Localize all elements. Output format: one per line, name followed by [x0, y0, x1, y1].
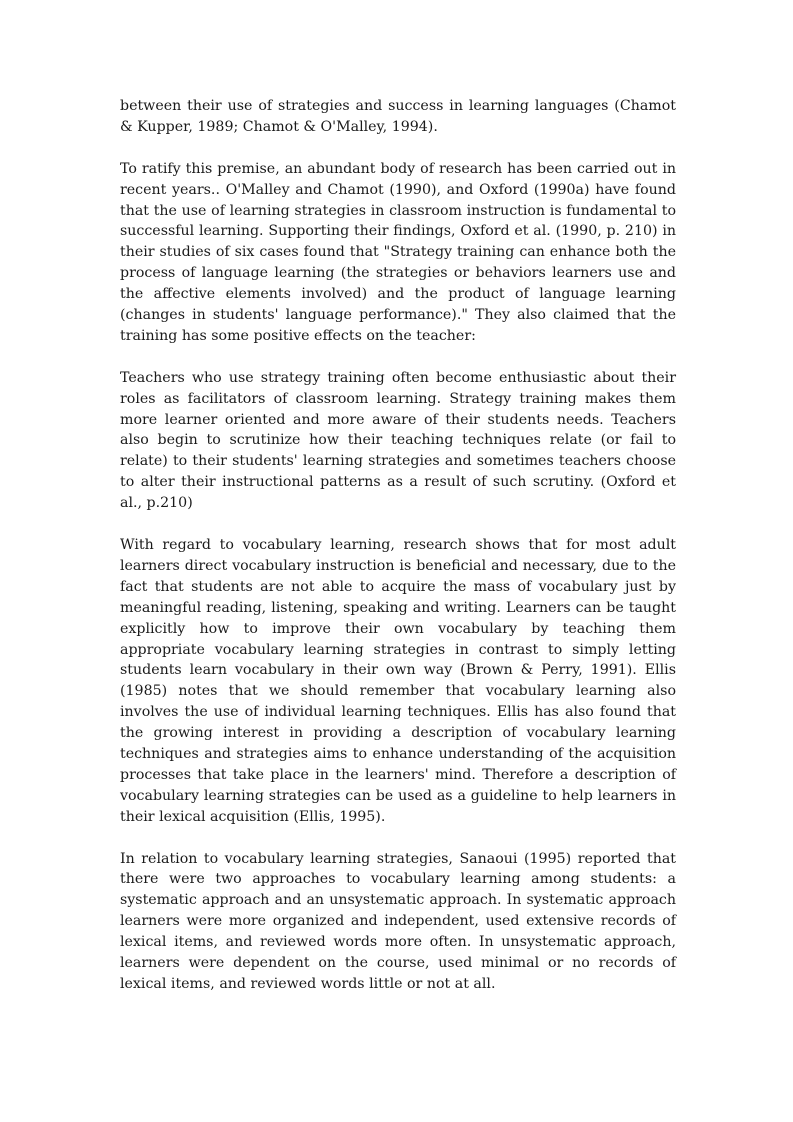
paragraph-vocabulary-strategies: In relation to vocabulary learning strategies, Sanaoui (1995) reported that there were two approaches to vocabulary learning among students: a systematic approach and an unsystematic approach. In systematic approach learners were more organized and independent, used extensive records of lexical items, and reviewed words more often. In unsystematic approach, learners were dependent on the course, used minimal or no records of lexical items, and reviewed words little or not at all. — [120, 850, 676, 992]
paragraph-block-quote: Teachers who use strategy training often become enthusiastic about their roles as facilitators of classroom learning. Strategy training makes them more learner oriented and more aware of their students needs. Teachers also begin to scrutinize how their teaching techniques relate (or fail to relate) to their students' learning strategies and sometimes teachers choose to alter their instructional patterns as a result of such scrutiny. (Oxford et al., p.210) — [120, 369, 676, 512]
paragraph-vocabulary-learning: With regard to vocabulary learning, research shows that for most adult learners direct vocabulary instruction is beneficial and necessary, due to the fact that students are not able to acquire the mass of vocabulary just by meaningful reading, listening, speaking and writing. Learners can be taught explicitly how to improve their own vocabulary by teaching them appropriate vocabulary learning strategies in contrast to simply letting students learn vocabulary in their own way (Brown & Perry, 1991). Ellis (1985) notes that we should remember that vocabulary learning also involves the use of individual learning techniques. Ellis has also found that the growing interest in providing a description of vocabulary learning techniques and strategies aims to enhance understanding of the acquisition processes that take place in the learners' mind. Therefore a description of vocabulary learning strategies can be used as a guideline to help learners in their lexical acquisition (Ellis, 1995). — [120, 536, 676, 825]
body-text — [120, 96, 676, 995]
paragraph-research-overview: To ratify this premise, an abundant body of research has been carried out in recent years.. O'Malley and Chamot (1990), and Oxford (1990a) have found that the use of learning strategies in classroom instruction is fundamental to successful learning. Supporting their findings, Oxford et al. (1990, p. 210) in their studies of six cases found that "Strategy training can enhance both the process of language learning (the strategies or behaviors learners use and the affective elements involved) and the product of language learning (changes in students' language performance)." They also claimed that the training has some positive effects on the teacher: — [120, 160, 676, 344]
paragraph-continuation: between their use of strategies and success in learning languages (Chamot & Kupper, 1989; Chamot & O'Malley, 1994). — [120, 98, 676, 135]
